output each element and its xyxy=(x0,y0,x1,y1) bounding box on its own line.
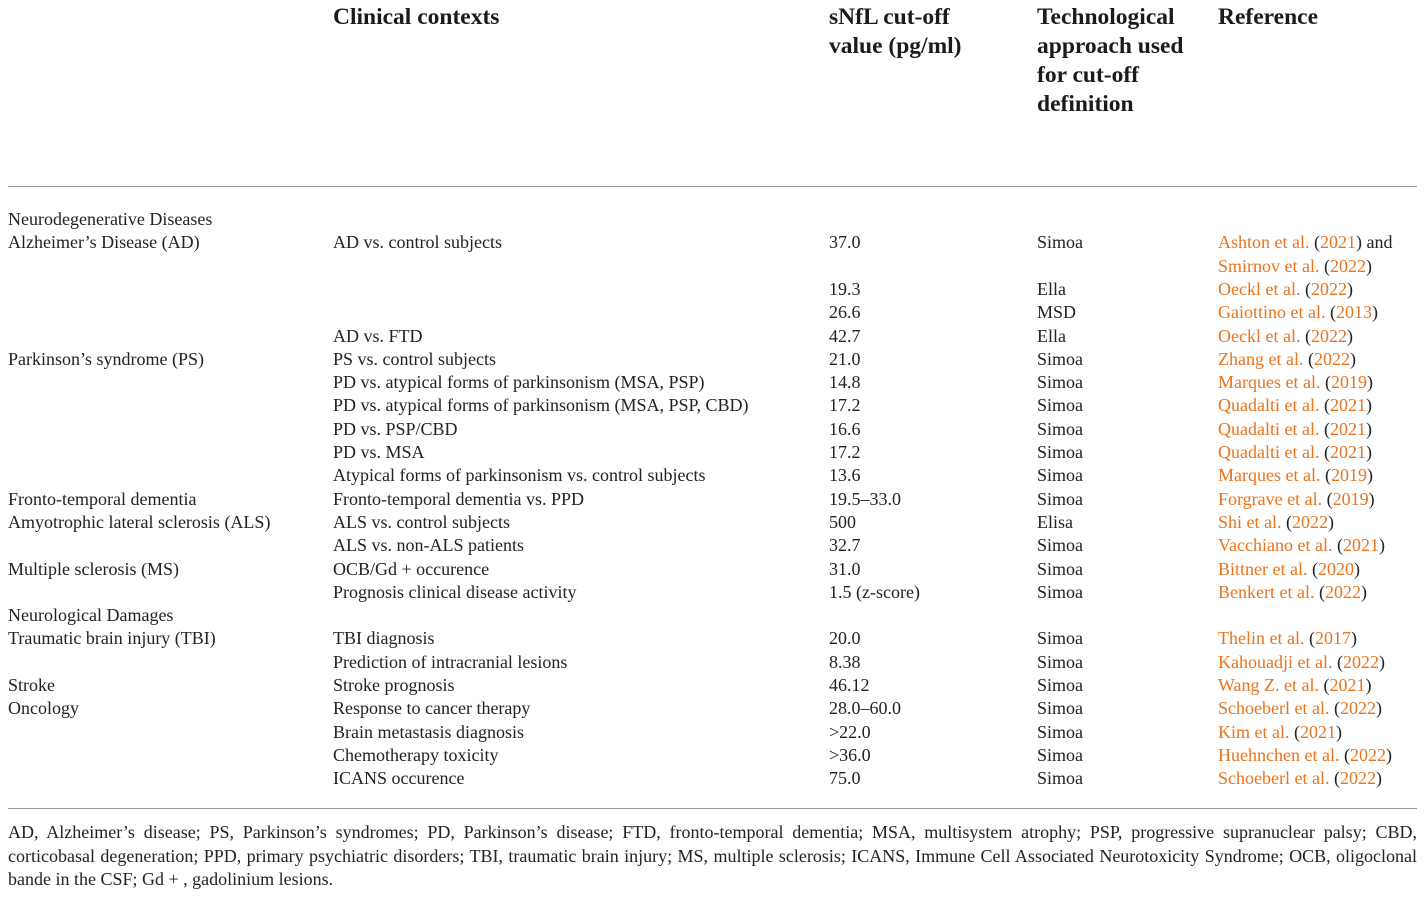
reference-cell: Quadalti et al. (2021) xyxy=(1218,418,1372,439)
technology-cell: Simoa xyxy=(1037,535,1084,556)
reference-year-link[interactable]: 2021 xyxy=(1329,395,1366,416)
reference-cell: Huehnchen et al. (2022) xyxy=(1218,744,1392,765)
reference-year-link[interactable]: 2019 xyxy=(1330,465,1367,486)
technology-cell: Simoa xyxy=(1037,698,1084,719)
section-title: Neurodegenerative Diseases xyxy=(8,209,213,229)
reference-year-link[interactable]: 2021 xyxy=(1299,721,1336,742)
cutoff-value-cell: 21.0 xyxy=(829,348,861,369)
reference-cell: Wang Z. et al. (2021) xyxy=(1218,675,1372,695)
table-footnote: AD, Alzheimer’s disease; PS, Parkinson’s syndromes; PD, Parkinson’s disease; FTD, fronto-temporal dementia; MSA, multisystem atrophy; PSP, progressive supranuclear palsy; CBD, corticobasal degeneration; PPD, primary psychiatric disorders; TBI, traumatic brain injury; MS, multiple sclerosis; ICANS, Immune Cell Associated Neurotoxicity Syndrome; OCB, oligoclonal bande in the CSF; Gd + , gadolinium lesions. xyxy=(8,822,1417,889)
reference-cell: Zhang et al. (2022) xyxy=(1218,348,1356,369)
section-title: Neurological Damages xyxy=(8,605,174,626)
cutoff-value-cell: 42.7 xyxy=(829,325,861,346)
reference-cell: Schoeberl et al. (2022) xyxy=(1218,768,1382,789)
reference-cell: Kim et al. (2021) xyxy=(1218,721,1342,742)
reference-author-link[interactable]: Oeckl et al. xyxy=(1218,325,1301,346)
cutoff-value-cell: 14.8 xyxy=(829,372,861,393)
reference-cell: Bittner et al. (2020) xyxy=(1218,558,1360,579)
reference-cell: Forgrave et al. (2019) xyxy=(1218,488,1375,509)
reference-cell: Benkert et al. (2022) xyxy=(1218,581,1367,602)
cutoff-value-cell: 17.2 xyxy=(829,442,861,462)
reference-year-link[interactable]: 2021 xyxy=(1320,232,1356,253)
reference-cell: Thelin et al. (2017) xyxy=(1218,628,1357,649)
reference-cell: Quadalti et al. (2021) xyxy=(1218,395,1372,416)
technology-cell: Simoa xyxy=(1037,395,1084,416)
reference-author-link[interactable]: Marques et al. xyxy=(1218,465,1321,486)
clinical-context-cell: Prediction of intracranial lesions xyxy=(333,651,568,672)
reference-year-link[interactable]: 2022 xyxy=(1349,744,1386,765)
technology-cell: Simoa xyxy=(1037,721,1084,742)
cutoff-value-cell: 26.6 xyxy=(829,302,861,323)
reference-year-link[interactable]: 2013 xyxy=(1335,302,1372,323)
clinical-context-cell: AD vs. FTD xyxy=(333,325,423,346)
clinical-context-cell: ALS vs. non-ALS patients xyxy=(333,535,524,556)
technology-cell: Simoa xyxy=(1037,348,1084,369)
disease-cell: Amyotrophic lateral sclerosis (ALS) xyxy=(8,511,271,532)
reference-year-link[interactable]: 2022 xyxy=(1342,651,1379,672)
cutoff-value-cell: 19.5–33.0 xyxy=(829,488,901,509)
technology-cell: Ella xyxy=(1037,325,1066,346)
technology-cell: Simoa xyxy=(1037,581,1084,602)
clinical-context-cell: ICANS occurence xyxy=(333,768,465,789)
reference-year-link[interactable]: 2017 xyxy=(1314,628,1351,649)
clinical-context-cell: PD vs. atypical forms of parkinsonism (MSA, PSP) xyxy=(333,372,705,393)
disease-cell: Fronto-temporal dementia xyxy=(8,488,197,509)
clinical-context-cell: Prognosis clinical disease activity xyxy=(333,581,577,602)
reference-cell: Ashton et al. (2021) and xyxy=(1218,232,1393,253)
footer-rule xyxy=(8,808,1417,809)
reference-year-link[interactable]: 2022 xyxy=(1310,325,1347,346)
reference-cell: Kahouadji et al. (2022) xyxy=(1218,651,1385,672)
cutoff-value-cell: 32.7 xyxy=(829,535,861,556)
disease-cell: Oncology xyxy=(8,698,79,719)
reference-year-link[interactable]: 2022 xyxy=(1339,768,1376,789)
disease-cell: Multiple sclerosis (MS) xyxy=(8,558,179,579)
disease-cell: Alzheimer’s Disease (AD) xyxy=(8,232,200,253)
reference-author-link[interactable]: Schoeberl et al. xyxy=(1218,768,1330,789)
reference-author-link[interactable]: Vacchiano et al. xyxy=(1218,535,1333,556)
reference-author-link[interactable]: Ashton et al. xyxy=(1218,232,1310,253)
reference-year-link[interactable]: 2022 xyxy=(1330,255,1366,276)
clinical-context-cell: OCB/Gd + occurence xyxy=(333,558,490,579)
reference-year-link[interactable]: 2020 xyxy=(1317,558,1354,579)
reference-cell: Schoeberl et al. (2022) xyxy=(1218,698,1382,719)
reference-author-link[interactable]: Marques et al. xyxy=(1218,372,1321,393)
reference-author-link[interactable]: Kahouadji et al. xyxy=(1218,651,1333,672)
technology-cell: Simoa xyxy=(1037,465,1084,486)
technology-cell: Simoa xyxy=(1037,372,1084,393)
reference-author-link[interactable]: Benkert et al. xyxy=(1218,581,1315,602)
reference-cell: Marques et al. (2019) xyxy=(1218,372,1373,393)
reference-year-link[interactable]: 2022 xyxy=(1313,348,1350,369)
technology-cell: MSD xyxy=(1037,302,1077,323)
header-rule xyxy=(8,186,1417,187)
technology-cell: Simoa xyxy=(1037,768,1084,789)
reference-author-link[interactable]: Oeckl et al. xyxy=(1218,278,1301,299)
reference-year-link[interactable]: 2022 xyxy=(1324,581,1361,602)
reference-year-link[interactable]: 2021 xyxy=(1329,442,1366,462)
clinical-context-cell: PD vs. PSP/CBD xyxy=(333,418,458,439)
reference-author-link[interactable]: Huehnchen et al. xyxy=(1218,744,1340,765)
reference-cell: Smirnov et al. (2022) xyxy=(1218,255,1372,276)
clinical-context-cell: PD vs. MSA xyxy=(333,442,425,462)
reference-cell: Vacchiano et al. (2021) xyxy=(1218,535,1385,556)
clinical-context-cell: Stroke prognosis xyxy=(333,675,455,695)
reference-joiner: and xyxy=(1366,232,1393,253)
cutoff-value-cell: 19.3 xyxy=(829,278,861,299)
technology-cell: Ella xyxy=(1037,278,1066,299)
reference-year-link[interactable]: 2022 xyxy=(1310,278,1347,299)
reference-cell: Quadalti et al. (2021) xyxy=(1218,442,1372,462)
cutoff-value-cell: 8.38 xyxy=(829,651,861,672)
reference-author-link[interactable]: Zhang et al. xyxy=(1218,348,1304,369)
clinical-context-cell: TBI diagnosis xyxy=(333,628,435,649)
cutoff-value-cell: 20.0 xyxy=(829,628,861,649)
cutoff-value-cell: 46.12 xyxy=(829,675,870,695)
cutoff-value-cell: 28.0–60.0 xyxy=(829,698,901,719)
reference-cell: Oeckl et al. (2022) xyxy=(1218,325,1353,346)
reference-author-link[interactable]: Forgrave et al. xyxy=(1218,488,1323,509)
reference-cell: Shi et al. (2022) xyxy=(1218,511,1334,532)
clinical-context-cell: PS vs. control subjects xyxy=(333,348,497,369)
technology-cell: Simoa xyxy=(1037,558,1084,579)
technology-cell: Simoa xyxy=(1037,442,1084,462)
technology-cell: Elisa xyxy=(1037,511,1073,532)
cutoff-value-cell: >22.0 xyxy=(829,721,871,742)
cutoff-value-cell: 37.0 xyxy=(829,232,861,253)
clinical-context-cell: Brain metastasis diagnosis xyxy=(333,721,524,742)
technology-cell: Simoa xyxy=(1037,232,1084,253)
technology-cell: Simoa xyxy=(1037,744,1084,765)
reference-author-link[interactable]: Quadalti et al. xyxy=(1218,395,1320,416)
disease-cell: Stroke xyxy=(8,675,55,695)
clinical-context-cell: Chemotherapy toxicity xyxy=(333,744,499,765)
reference-author-link[interactable]: Smirnov et al. xyxy=(1218,255,1320,276)
clinical-context-cell: AD vs. control subjects xyxy=(333,232,502,253)
reference-year-link[interactable]: 2021 xyxy=(1329,418,1366,439)
cutoff-value-cell: 17.2 xyxy=(829,395,861,416)
technology-cell: Simoa xyxy=(1037,675,1084,695)
clinical-context-cell: Response to cancer therapy xyxy=(333,698,531,719)
reference-cell: Marques et al. (2019) xyxy=(1218,465,1373,486)
header-cutoff: sNfL cut-off value (pg/ml) xyxy=(829,4,962,59)
disease-cell: Parkinson’s syndrome (PS) xyxy=(8,348,205,369)
reference-year-link[interactable]: 2022 xyxy=(1339,698,1376,719)
reference-author-link[interactable]: Quadalti et al. xyxy=(1218,442,1320,462)
header-technology: Technological approach used for cut-off definition xyxy=(1037,4,1184,117)
cutoff-value-cell: 75.0 xyxy=(829,768,861,789)
cutoff-value-cell: 16.6 xyxy=(829,418,861,439)
cutoff-value-cell: 31.0 xyxy=(829,558,861,579)
reference-cell: Oeckl et al. (2022) xyxy=(1218,278,1353,299)
cutoff-value-cell: 500 xyxy=(829,511,856,532)
clinical-context-cell: Atypical forms of parkinsonism vs. control subjects xyxy=(333,465,706,486)
technology-cell: Simoa xyxy=(1037,488,1084,509)
reference-year-link[interactable]: 2019 xyxy=(1332,488,1369,509)
reference-author-link[interactable]: Gaiottino et al. xyxy=(1218,302,1326,323)
reference-author-link[interactable]: Shi et al. xyxy=(1218,511,1282,532)
reference-cell: Gaiottino et al. (2013) xyxy=(1218,302,1378,323)
reference-year-link[interactable]: 2021 xyxy=(1329,675,1366,695)
technology-cell: Simoa xyxy=(1037,651,1084,672)
reference-author-link[interactable]: Bittner et al. xyxy=(1218,558,1308,579)
reference-author-link[interactable]: Thelin et al. xyxy=(1218,628,1305,649)
disease-cell: Traumatic brain injury (TBI) xyxy=(8,628,216,649)
reference-author-link[interactable]: Kim et al. xyxy=(1218,721,1290,742)
cutoff-value-cell: 1.5 (z-score) xyxy=(829,581,920,602)
clinical-context-cell: PD vs. atypical forms of parkinsonism (MSA, PSP, CBD) xyxy=(333,395,749,416)
technology-cell: Simoa xyxy=(1037,418,1084,439)
header-reference: Reference xyxy=(1218,4,1319,30)
technology-cell: Simoa xyxy=(1037,628,1084,649)
cutoff-value-cell: >36.0 xyxy=(829,744,871,765)
reference-year-link[interactable]: 2019 xyxy=(1330,372,1367,393)
reference-author-link[interactable]: Quadalti et al. xyxy=(1218,418,1320,439)
cutoff-value-cell: 13.6 xyxy=(829,465,861,486)
clinical-context-cell: Fronto-temporal dementia vs. PPD xyxy=(333,488,584,509)
reference-year-link[interactable]: 2021 xyxy=(1342,535,1379,556)
header-clinical-contexts: Clinical contexts xyxy=(333,4,500,30)
clinical-context-cell: ALS vs. control subjects xyxy=(333,511,510,532)
reference-author-link[interactable]: Schoeberl et al. xyxy=(1218,698,1330,719)
reference-author-link[interactable]: Wang Z. et al. xyxy=(1218,675,1320,695)
reference-year-link[interactable]: 2022 xyxy=(1292,511,1328,532)
